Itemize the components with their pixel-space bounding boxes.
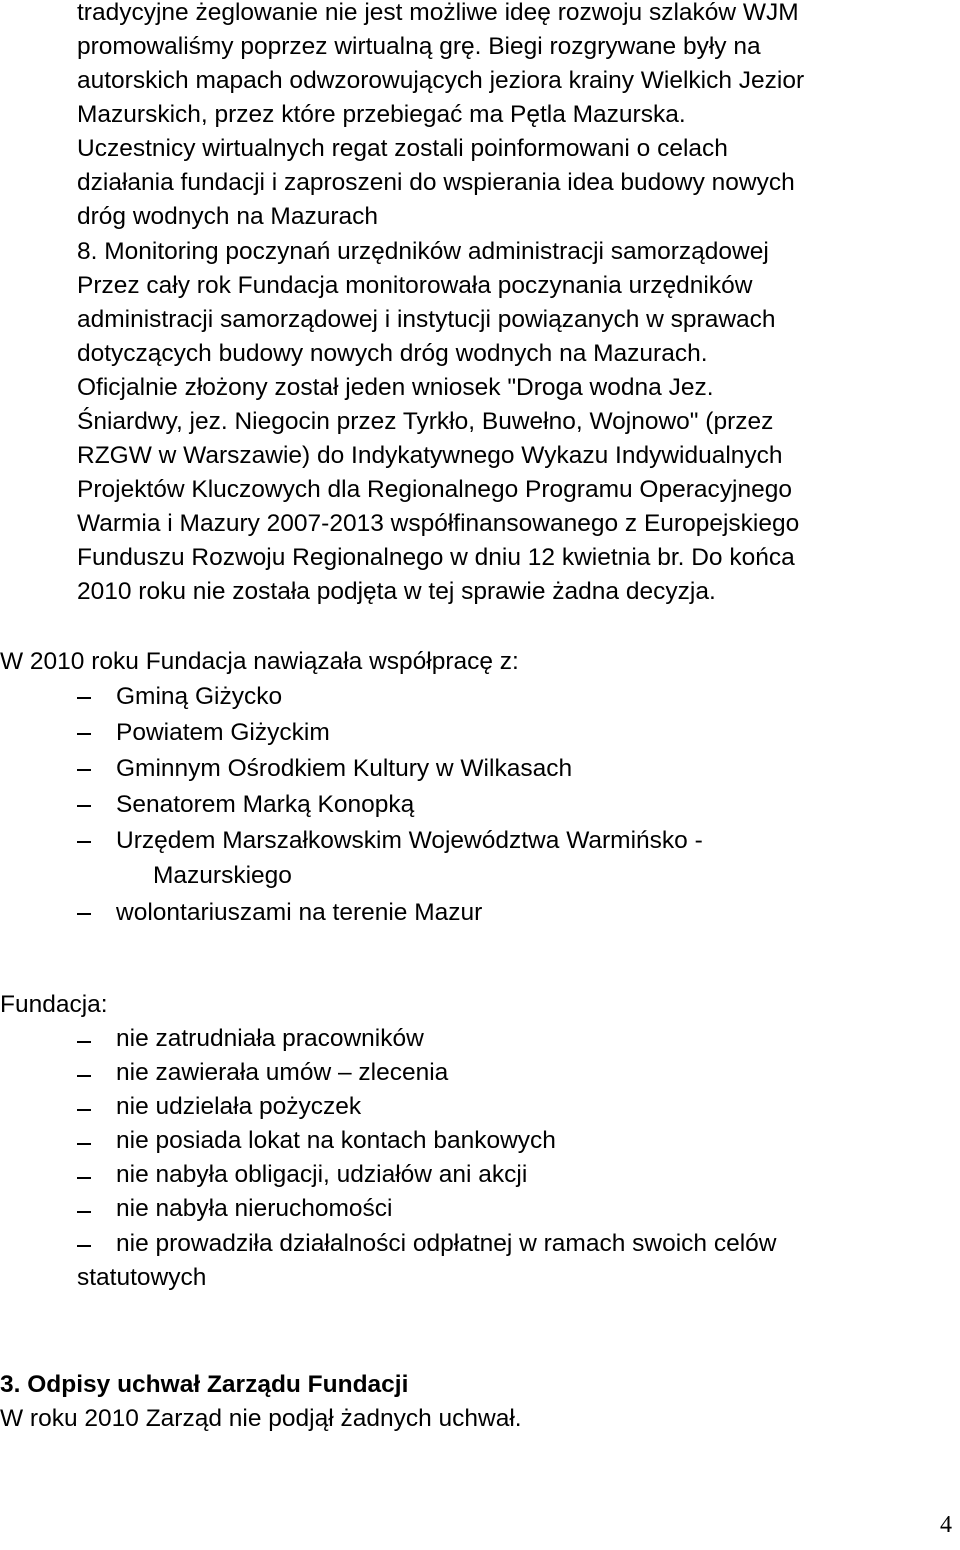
paragraph-line: dotyczących budowy nowych dróg wodnych na Mazurach. xyxy=(77,340,708,367)
paragraph-line: Oficjalnie złożony został jeden wniosek "Droga wodna Jez. xyxy=(77,374,714,401)
list-item: nie nabyła nieruchomości xyxy=(116,1195,393,1222)
list-dash xyxy=(77,1075,91,1077)
list-dash xyxy=(77,1143,91,1145)
cooperation-intro: W 2010 roku Fundacja nawiązała współpracę z: xyxy=(0,648,519,675)
list-dash xyxy=(77,1109,91,1111)
list-dash xyxy=(77,1177,91,1179)
paragraph-line: autorskich mapach odwzorowujących jeziora krainy Wielkich Jezior xyxy=(77,67,805,94)
section-3-heading: 3. Odpisy uchwał Zarządu Fundacji xyxy=(0,1371,409,1398)
paragraph-line: administracji samorządowej i instytucji powiązanych w sprawach xyxy=(77,306,776,333)
list-item: Gminą Giżycko xyxy=(116,683,283,710)
paragraph-line: Przez cały rok Fundacja monitorowała poczynania urzędników xyxy=(77,272,753,299)
list-dash xyxy=(77,769,91,771)
list-item: nie prowadziła działalności odpłatnej w ramach swoich celów xyxy=(116,1230,777,1257)
paragraph-line: Śniardwy, jez. Niegocin przez Tyrkło, Buwełno, Wojnowo" (przez xyxy=(77,408,774,435)
list-item: Powiatem Giżyckim xyxy=(116,719,330,746)
list-item-continuation: Mazurskiego xyxy=(153,862,292,889)
list-dash xyxy=(77,1041,91,1043)
list-item-continuation: statutowych xyxy=(77,1264,207,1291)
list-dash xyxy=(77,1211,91,1213)
section-3-text: W roku 2010 Zarząd nie podjął żadnych uchwał. xyxy=(0,1405,522,1432)
list-item: nie udzielała pożyczek xyxy=(116,1093,362,1120)
list-item: Urzędem Marszałkowskim Województwa Warmińsko - xyxy=(116,827,703,854)
list-dash xyxy=(77,841,91,843)
paragraph-line: Uczestnicy wirtualnych regat zostali poinformowani o celach xyxy=(77,135,728,162)
list-item: Senatorem Marką Konopką xyxy=(116,791,415,818)
paragraph-line: Warmia i Mazury 2007-2013 współfinansowanego z Europejskiego xyxy=(77,510,800,537)
list-item: wolontariuszami na terenie Mazur xyxy=(116,899,483,926)
section-8-heading: 8. Monitoring poczynań urzędników administracji samorządowej xyxy=(77,238,769,265)
paragraph-line: Mazurskich, przez które przebiegać ma Pętla Mazurska. xyxy=(77,101,686,128)
list-item: nie nabyła obligacji, udziałów ani akcji xyxy=(116,1161,528,1188)
page-number: 4 xyxy=(940,1512,952,1538)
list-item: nie zawierała umów – zlecenia xyxy=(116,1059,449,1086)
list-dash xyxy=(77,805,91,807)
list-dash xyxy=(77,697,91,699)
paragraph-line: RZGW w Warszawie) do Indykatywnego Wykazu Indywidualnych xyxy=(77,442,783,469)
list-item: nie zatrudniała pracowników xyxy=(116,1025,424,1052)
paragraph-line: Projektów Kluczowych dla Regionalnego Programu Operacyjnego xyxy=(77,476,792,503)
paragraph-line: dróg wodnych na Mazurach xyxy=(77,203,378,230)
list-dash xyxy=(77,733,91,735)
paragraph-line: Funduszu Rozwoju Regionalnego w dniu 12 kwietnia br. Do końca xyxy=(77,544,795,571)
paragraph-line: tradycyjne żeglowanie nie jest możliwe ideę rozwoju szlaków WJM xyxy=(77,0,799,26)
paragraph-line: 2010 roku nie została podjęta w tej sprawie żadna decyzja. xyxy=(77,578,716,605)
paragraph-line: promowaliśmy poprzez wirtualną grę. Biegi rozgrywane były na xyxy=(77,33,761,60)
list-dash xyxy=(77,913,91,915)
list-item: Gminnym Ośrodkiem Kultury w Wilkasach xyxy=(116,755,573,782)
list-dash xyxy=(77,1245,91,1247)
foundation-intro: Fundacja: xyxy=(0,991,108,1018)
list-item: nie posiada lokat na kontach bankowych xyxy=(116,1127,556,1154)
paragraph-line: działania fundacji i zaproszeni do wspierania idea budowy nowych xyxy=(77,169,795,196)
